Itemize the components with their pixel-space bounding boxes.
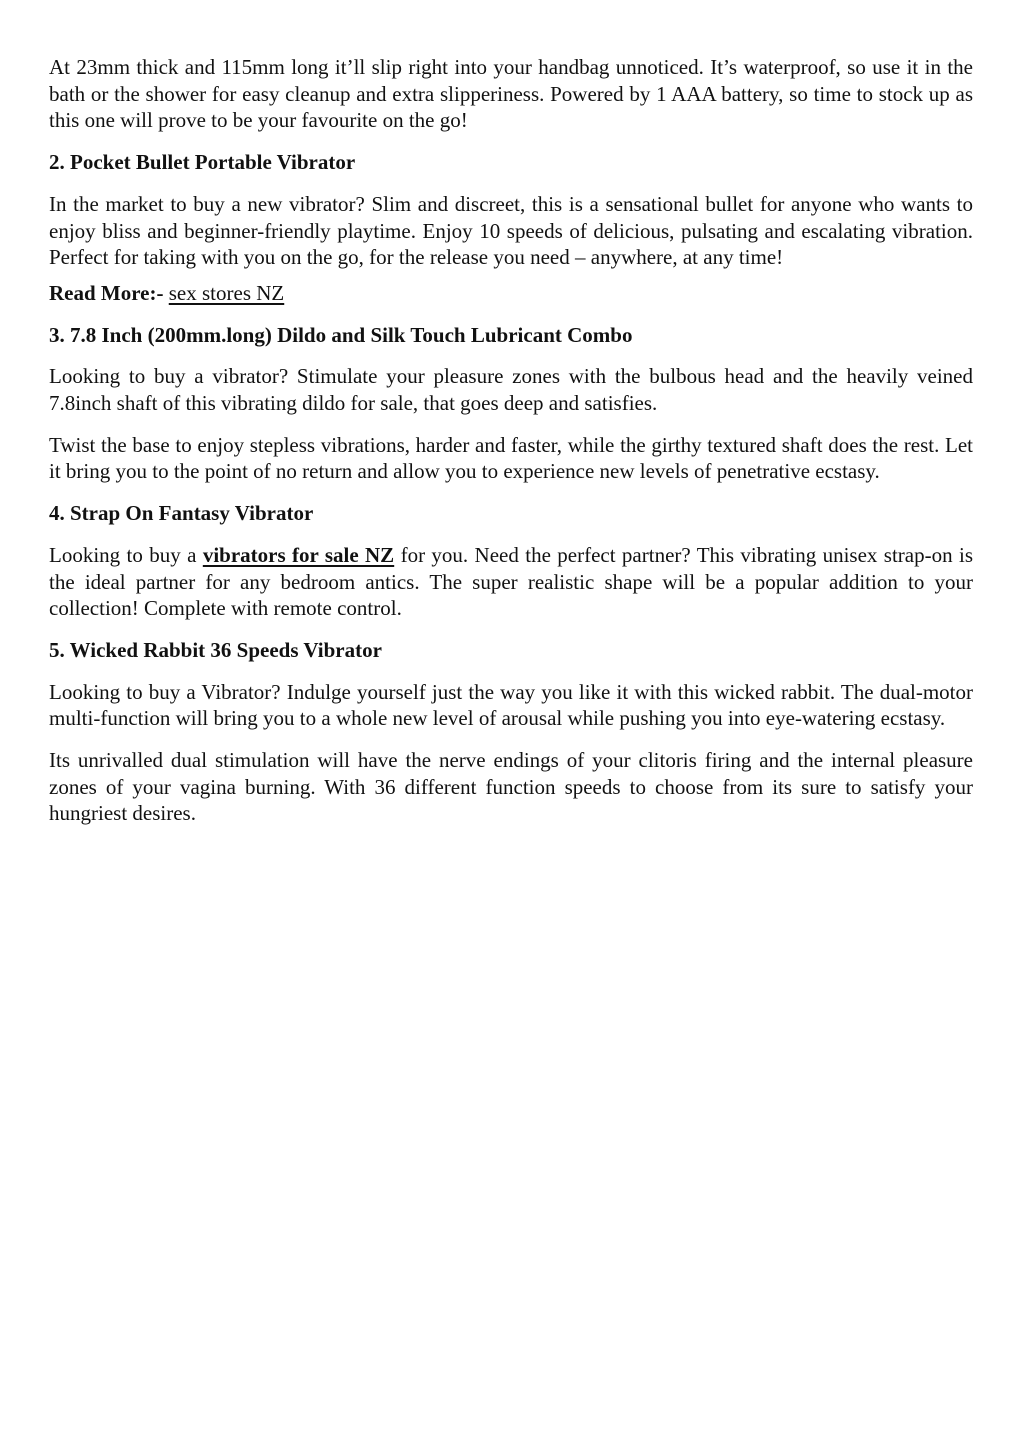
section-3-heading: 3. 7.8 Inch (200mm.long) Dildo and Silk Touch Lubricant Combo [49, 322, 633, 347]
section-5-paragraph-2: Its unrivalled dual stimulation will have the nerve endings of your clitoris firing and the internal pleasure zones of your vagina burning. With 36 different function speeds to choose from its sure to satisfy your hungriest desires. [49, 748, 973, 826]
read-more-label: Read More:- [49, 280, 164, 305]
section-4-text-after: for you. Need the perfect partner? This vibrating unisex strap-on is the ideal partner for any bedroom antics. The super realistic shape will be a popular addition to your collection! Complete with remote control. [49, 542, 973, 621]
section-3-paragraph-1: Looking to buy a vibrator? Stimulate your pleasure zones with the bulbous head and the heavily veined 7.8inch shaft of this vibrating dildo for sale, that goes deep and satisfies. [49, 364, 973, 416]
section-5-paragraph-1: Looking to buy a Vibrator? Indulge yourself just the way you like it with this wicked rabbit. The dual-motor multi-function will bring you to a whole new level of arousal while pushing you into eye-watering ecstasy. [49, 679, 973, 731]
vibrators-for-sale-nz-link[interactable]: vibrators for sale NZ [202, 542, 395, 567]
sex-stores-nz-link[interactable]: sex stores NZ [168, 280, 285, 305]
document-page [49, 54, 973, 842]
intro-paragraph: At 23mm thick and 115mm long it’ll slip right into your handbag unnoticed. It’s waterproof, so use it in the bath or the shower for easy cleanup and extra slipperiness. Powered by 1 AAA battery, so time to stock up as this one will prove to be your favourite on the go! [49, 55, 973, 133]
read-more-line [49, 280, 973, 307]
section-4-heading: 4. Strap On Fantasy Vibrator [49, 501, 314, 526]
section-2-heading: 2. Pocket Bullet Portable Vibrator [49, 150, 356, 175]
section-3-paragraph-2: Twist the base to enjoy stepless vibrations, harder and faster, while the girthy textured shaft does the rest. Let it bring you to the point of no return and allow you to experience new levels of penetrative ecstasy. [49, 432, 973, 484]
section-4-paragraph [49, 542, 973, 622]
section-5-heading: 5. Wicked Rabbit 36 Speeds Vibrator [49, 637, 382, 662]
section-4-text-before: Looking to buy a [49, 542, 203, 567]
section-2-paragraph: In the market to buy a new vibrator? Slim and discreet, this is a sensational bullet for anyone who wants to enjoy bliss and beginner-friendly playtime. Enjoy 10 speeds of delicious, pulsating and escalating vibration. Perfect for taking with you on the go, for the release you need – anywhere, at any time! [49, 191, 973, 270]
